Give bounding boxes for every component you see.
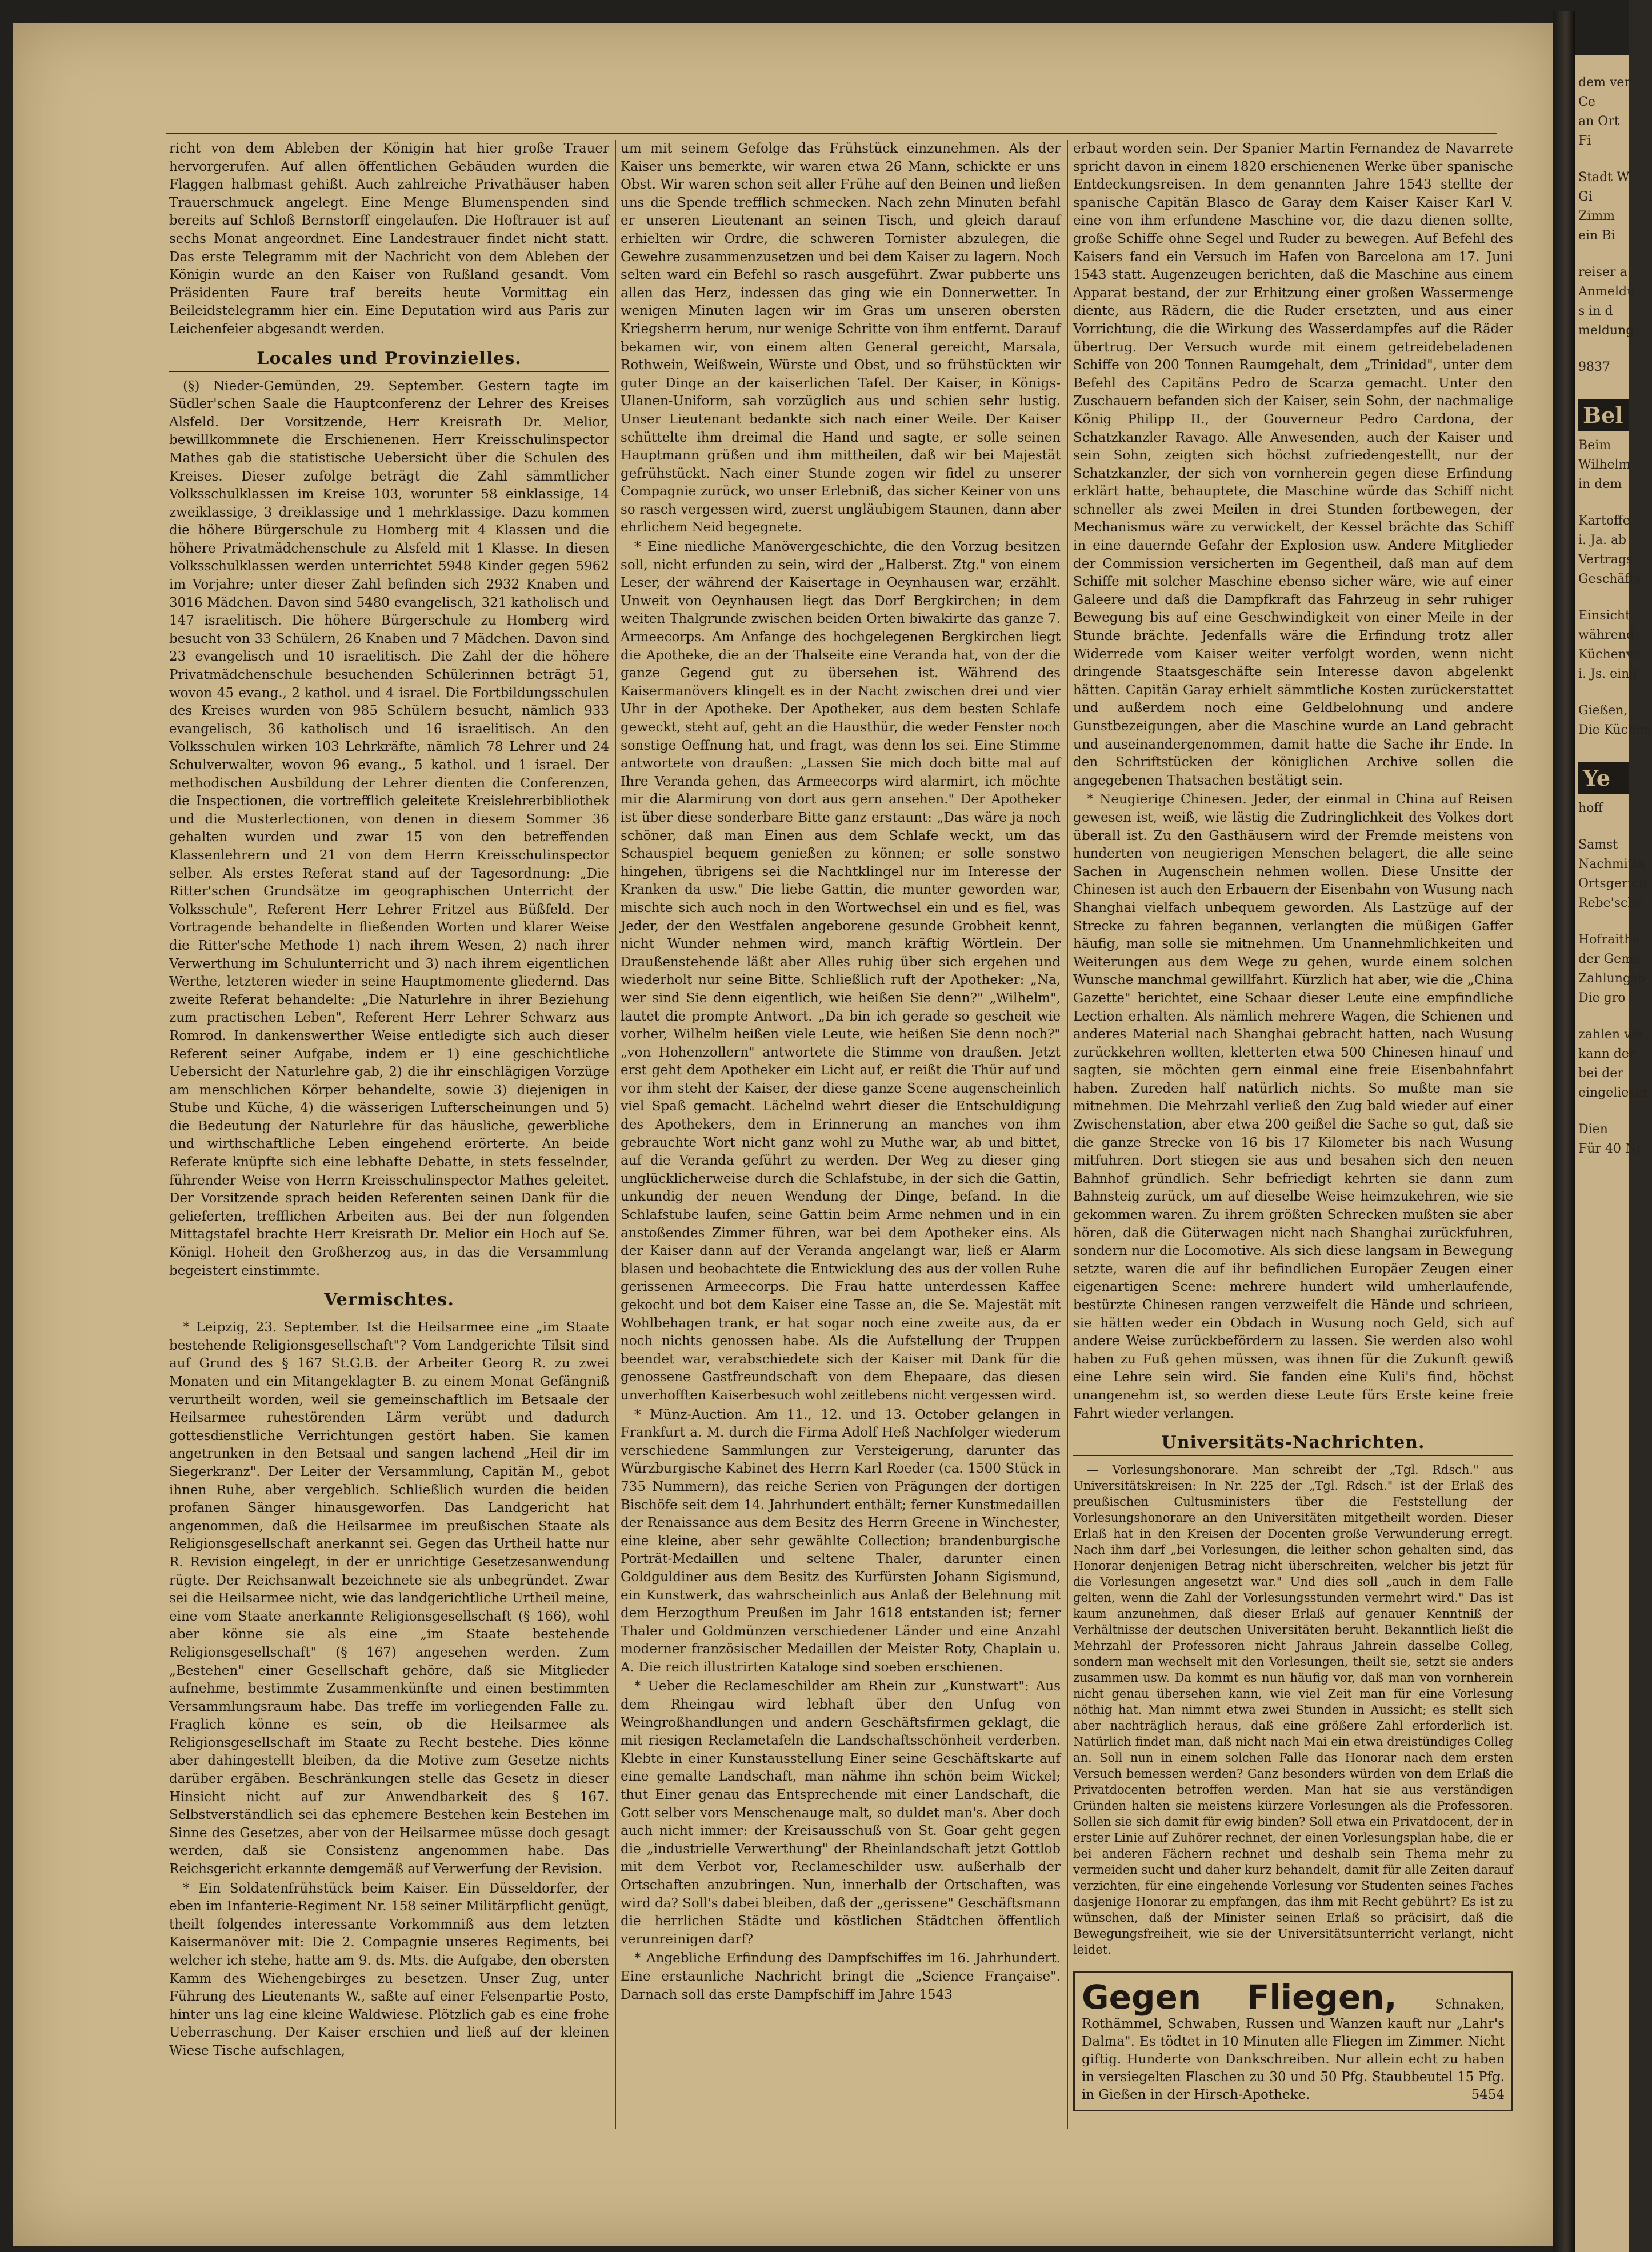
adjacent-page-line: in dem bbox=[1578, 477, 1622, 491]
article-text: * Neugierige Chinesen. Jeder, der einmal in China auf Reisen gewesen ist, weiß, wie lästig die Zudringlichkeit des Volkes dort überall ist. Zu den Gasthäusern wird der Fremde meistens von hunderten von neugierigen Menschen belagert, die alle seine Sachen in Augenschein nehmen wollen. Diese Unsitte der Chinesen ist auch den Erbauern der Eisenbahn von Wusung nach Shanghai vielfach unbequem geworden. Als Lastzüge auf der Strecke zu fahren begannen, verlangten die müßigen Gaffer häufig, man solle sie mitnehmen. Um Unannehmlichkeiten und Weiterungen aus dem Wege zu gehen, wurde einem solchen Wunsche manchmal gewillfahrt. Kürzlich hat aber, wie die „China Gazette" berichtet, eine Schaar dieser Leute eine empfindliche Lection erhalten. Als nämlich mehrere Wagen, die Schienen und anderes Material nach Shanghai gebracht hatten, nach Wusung zurückkehren wollten, kletterten etwa 500 Chinesen hinauf und sagten, sie möchten gern einmal eine freie Eisenbahnfahrt haben. Zureden half natürlich nichts. So mußte man sie mitnehmen. Die Mehrzahl verließ den Zug bald wieder auf einer Zwischenstation, aber etwa 200 geißel die Sache so gut, daß sie die ganze Strecke von 16 bis 17 Kilometer bis nach Wusung mitfuhren. Dort stiegen sie aus und besahen sich den neuen Bahnhof gründlich. Sehr befriedigt kehrten sie dann zum Bahnsteig zurück, um auf dieselbe Weise heimzukehren, wie sie gekommen waren. Zu ihrem größten Schrecken mußten sie aber hören, daß die Güterwagen nicht nach Shanghai zurückfuhren, sondern nur die Locomotive. Als sich diese langsam in Bewegung setzte, waren die auf ihr befindlichen Europäer Zeugen einer eigenartigen Scene: mehrere hundert wild umherlaufende, bestürzte Chinesen rangen verzweifelt die Hände und schrieen, sie hätten weder ein Obdach in Wusung noch Geld, sich auf andere Weise zurückbefördern zu lassen. Sie werden also wohl haben zu Fuß gehen müssen, was ihnen für die Zukunft gewiß eine Lehre sein wird. Sie fanden eine Kuli's find, höchst unangenehm ist, so werden diese Leute fürs Erste keine freie Fahrt wieder verlangen. bbox=[1073, 792, 1513, 1421]
article-text: * Ein Soldatenfrühstück beim Kaiser. Ein Düsseldorfer, der eben im Infanterie-Regiment Nr. 158 seiner Militärpflicht genügt, theilt folgendes interessante Vorkommniß aus dem letzten Kaisermanöver mit: Die 2. Compagnie unseres Regiments, bei welcher ich stehe, hatte am 9. ds. Mts. die Aufgabe, den obersten Kamm des Wiehengebirges zu besetzen. Unser Zug, unter Führung des Lieutenants W., saßte auf einer Felsenpartie Posto, hinter uns lag eine kleine Waldwiese. Plötzlich gab es eine frohe Ueberraschung. Der Kaiser erschien und ließ auf der kleinen Wiese Tische aufschlagen, bbox=[169, 1881, 609, 2058]
article-text: * Leipzig, 23. September. Ist die Heilsarmee eine „im Staate bestehende Religionsgesellschaft"? Vom Landgerichte Tilsit sind auf Grund des § 167 St.G.B. der Arbeiter Georg R. zu zwei Monaten und ein Mitangeklagter B. zu einem Monat Gefängniß verurtheilt worden, weil sie gemeinschaftlich im Betsaale der Heilsarmee ruhestörenden Lärm verübt und dadurch gottesdienstliche Verrichtungen gestört haben. Sie kamen angetrunken in den Betsaal und sangen lachend „Heil dir im Siegerkranz". Der Leiter der Versammlung, Capitän M., gebot ihnen Ruhe, aber vergeblich. Schließlich wurden die beiden profanen Sänger hinausgeworfen. Das Landgericht hat angenommen, daß die Heilsarmee im preußischen Staate als Religionsgesellschaft anerkannt sei. Gegen das Urtheil hatte nur R. Revision eingelegt, in der er unrichtige Gesetzesanwendung rügte. Der Reichsanwalt bezeichnete sie als unbegründet. Zwar sei die Heilsarmee nicht, wie das landgerichtliche Urtheil meine, eine vom Staate anerkannte Religionsgesellschaft (§ 166), wohl aber könne sie als eine „im Staate bestehende Religionsgesellschaft" (§ 167) angesehen werden. Zum „Bestehen" einer Gesellschaft gehöre, daß sie Mitglieder aufnehme, bestimmte Zusammenkünfte und einen bestimmten Versammlungsraum habe. Das treffe im vorliegenden Falle zu. Fraglich könne es sein, ob die Heilsarmee als Religionsgesellschaft im Staate zu Recht bestehe. Dies könne aber dahingestellt bleiben, da die Motive zum Gesetze nichts darüber ergäben. Beschränkungen stelle das Gesetz in dieser Hinsicht nicht auf zur Anwendbarkeit des § 167. Selbstverständlich sei das ephemere Bestehen kein Bestehen im Sinne des Gesetzes, aber von der Heilsarmee müsse doch gesagt werden, daß sie Consistenz angenommen habe. Das Reichsgericht erkannte demgemäß auf Verwerfung der Revision. bbox=[169, 1320, 609, 1877]
article-text: * Eine niedliche Manövergeschichte, die den Vorzug besitzen soll, nicht erfunden zu sein, wird der „Halberst. Ztg." von einem Leser, der während der Kaisertage in Oeynhausen war, erzählt. Unweit von Oeynhausen liegt das Dorf Bergkirchen; in dem weiten Thalgrunde zwischen beiden Orten biwakirte das ganze 7. Armeecorps. Am Anfange des hochgelegenen Bergkirchen liegt die Apotheke, die an der Thalseite eine Veranda hat, von der die ganze Gegend gut zu übersehen ist. Während des Kaisermanövers klingelt es in der Nacht zwischen drei und vier Uhr in der Apotheke. Der Apotheker, aus dem besten Schlafe geweckt, steht auf, geht an die Hausthür, die weder Fenster noch sonstige Oeffnung hat, und fragt, was denn los sei. Eine Stimme antwortete von draußen: „Lassen Sie mich doch bitte mal auf Ihre Veranda gehen, das Armeecorps wird alarmirt, ich möchte mir die Alarmirung von dort aus gern ansehen." Der Apotheker ist über diese sonderbare Bitte ganz erstaunt: „Das wäre ja noch schöner, daß man Einen aus dem Schlafe weckt, um das Schauspiel bequem genießen zu können; er solle sonstwo hingehen, übrigens sei die Nachtklingel nur im Interesse der Kranken da usw." Die liebe Gattin, die munter geworden war, mischte sich auch noch in den Wortwechsel ein und es fiel, was Jeder, der den Westfalen angeborene gesunde Grobheit kennt, nicht Wunder nehmen wird, manch kräftig Wörtlein. Der Draußenstehende läßt aber Alles ruhig über sich ergehen und wiederholt nur seine Bitte. Schließlich ruft der Apotheker: „Na, wer sind Sie denn eigentlich, wie heißen Sie denn?" „Wilhelm", lautet die prompte Antwort. „Da bin ich gerade so gescheit wie vorher, Wilhelm heißen viele Leute, wie heißen Sie denn noch?" „von Hohenzollern" antwortete die Stimme von draußen. Jetzt erst geht dem Apotheker ein Licht auf, er reißt die Thür auf und vor ihm steht der Kaiser, der diese ganze Scene augenscheinlich viel Spaß gemacht. Lächelnd wehrt dieser die Entschuldigung des Apothekers, dem in Erinnerung an manches von ihm gebrauchte Wort nicht ganz wohl zu Muthe war, ab und bittet, auf die Veranda geführt zu werden. Der Weg zu dieser ging unglücklicherweise durch die Schlafstube, in der sich die Gattin, unkundig der neuen Wendung der Dinge, befand. In die Schlafstube laufen, seine Gattin beim Arme nehmen und in ein anstoßendes Zimmer führen, war bei dem Apotheker eins. Als der Kaiser dann auf der Veranda angelangt war, ließ er Alarm blasen und beobachtete die Entwicklung des aus der vollen Ruhe gerissenen Armeecorps. Die Frau hatte unterdessen Kaffee gekocht und bot dem Kaiser eine Tasse an, die Se. Majestät mit Wohlbehagen trank, er hat sogar noch eine zweite aus, da er noch nichts genossen habe. Als die Aufstellung der Truppen beendet war, verabschiedete sich der Kaiser mit Dank für die genossene Gastfreundschaft von dem Ehepaare, das diesen unverhofften Kaiserbesuch wohl zeitlebens nicht vergessen wird. bbox=[621, 539, 1061, 1403]
article-text: * Münz-Auction. Am 11., 12. und 13. October gelangen in Frankfurt a. M. durch die Firma Adolf Heß Nachfolger wiederum verschiedene Sammlungen zur Versteigerung, darunter das Würzburgische Kabinet des Herrn Karl Roeder (ca. 1500 Stück in 735 Nummern), das reiche Serien von Prägungen der dortigen Bischöfe seit dem 14. Jahrhundert enthält; ferner Kunstmedaillen der Renaissance aus dem Besitz des Herrn Greene in Winchester, eine kleine, aber sehr gewählte Collection; brandenburgische Porträt-Medaillen und seltene Thaler, darunter einen Goldguldiner aus dem Besitz des Kurfürsten Johann Sigismund, ein Kunstwerk, das wahrscheinlich aus Anlaß der Belehnung mit dem Herzogthum Preußen im Jahr 1618 entstanden ist; ferner Thaler und Goldmünzen verschiedener Länder und eine Anzahl moderner französischer Medaillen der Meister Roty, Chaplain u. A. Die reich illustrirten Kataloge sind soeben erschienen. bbox=[621, 1407, 1061, 1675]
adjacent-page-heading-block: Ye bbox=[1578, 762, 1629, 794]
adjacent-page-line: Kartoffe bbox=[1578, 514, 1630, 528]
article-text: * Angebliche Erfindung des Dampfschiffes im 16. Jahrhundert. Eine erstaunliche Nachricht bringt die „Science Française". Darnach soll das erste Dampfschiff im Jahre 1543 bbox=[621, 1951, 1061, 2002]
adjacent-page-line: Gi bbox=[1578, 190, 1593, 204]
column-rule-2 bbox=[1067, 140, 1068, 2129]
adjacent-page-line: Die Küchen bbox=[1578, 723, 1652, 737]
adjacent-page-line: Gießen, bbox=[1578, 703, 1628, 718]
article-text: * Ueber die Reclameschilder am Rhein zur „Kunstwart": Aus dem Rheingau wird lebhaft über den Unfug von Weingroßhandlungen und andern Geschäftsfirmen geklagt, die mit riesigen Reclametafeln die Landschaftsschönheit verderben. Klebte in einer Kunstausstellung Einer seine Geschäftskarte auf eine gemalte Landschaft, man nähme ihn schön beim Wickel; thut Einer genau das Entsprechende mit einer Landschaft, die Gott selber vors Menschenauge malt, so duldet man's. Aber doch auch nicht immer: der Kreisausschuß von St. Goar geht gegen die „industrielle Verwerthung" der Rheinlandschaft jetzt Gottlob mit dem Verbot vor, Reclameschilder usw. außerhalb der Ortschaften anzubringen. Nun, innerhalb der Ortschaften, was wird da? Soll's dabei bleiben, daß der „gerissene" Geschäftsmann die herrlichen Städte und köstlichen Städtchen öffentlich verunreinigen darf? bbox=[621, 1679, 1061, 1947]
book-gutter bbox=[1553, 11, 1575, 2252]
adjacent-page-line: kann der bbox=[1578, 1047, 1635, 1061]
adjacent-page-line: Küchenve bbox=[1578, 647, 1641, 662]
adjacent-page-text bbox=[1575, 74, 1652, 1158]
article-text: richt von dem Ableben der Königin hat hier große Trauer hervorgerufen. Auf allen öffentlichen Gebäuden wurden die Flaggen halbmast gehißt. Auch zahlreiche Privathäuser haben Trauerschmuck angelegt. Eine Menge Blumenspenden sind bereits auf Schloß Bernstorff eingelaufen. Die Hoftrauer ist auf sechs Monat angeordnet. Eine Landestrauer findet nicht statt. Das erste Telegramm mit der Nachricht von dem Ableben der Königin wurde an den Kaiser von Rußland gesandt. Vom Präsidenten Faure traf bereits heute Vormittag ein Beileidstelegramm hier ein. Eine Deputation wird aus Paris zur Leichenfeier abgesandt werden. bbox=[169, 141, 609, 337]
adjacent-page-line: ein Bi bbox=[1578, 229, 1615, 243]
adjacent-page-line: Vertrags bbox=[1578, 553, 1633, 567]
advertisement bbox=[1073, 1971, 1513, 2111]
column-3 bbox=[1073, 140, 1513, 2111]
adjacent-page-line: s in d bbox=[1578, 304, 1613, 318]
adjacent-page-line: Zahlungsb bbox=[1578, 971, 1646, 986]
adjacent-page-fragment bbox=[1575, 55, 1652, 2252]
adjacent-page-line: Hofraithe bbox=[1578, 933, 1640, 947]
adjacent-page-line: Für 40 Nr. bbox=[1578, 1142, 1645, 1156]
adjacent-page-line: Wilhelm bbox=[1578, 458, 1631, 472]
adjacent-page-line: dem ver bbox=[1578, 75, 1630, 90]
adjacent-page-line: Einsicht bbox=[1578, 609, 1630, 623]
adjacent-page-line: bei der bbox=[1578, 1066, 1623, 1081]
adjacent-page-line: Ce bbox=[1578, 95, 1595, 109]
adjacent-page-line: hoff bbox=[1578, 801, 1603, 815]
column-1 bbox=[169, 140, 609, 2062]
ad-text: Schnaken, Rothämmel, Schwaben, Russen und Wanzen kauft nur „Lahr's Dalma". Es tödtet in 10 Minuten alle Fliegen im Zimmer. Nicht giftig. Hunderte von Dankschreiben. Nur allein echt zu haben in versiegelten Flaschen zu 30 und 50 Pfg. Staubbeutel 15 Pfg. in Gießen in der Hirsch-Apotheke. bbox=[1082, 1997, 1505, 2103]
adjacent-page-line: Samst bbox=[1578, 838, 1618, 852]
adjacent-page-line: Geschäfts bbox=[1578, 572, 1641, 586]
article-text: — Vorlesungshonorare. Man schreibt der „Tgl. Rdsch." aus Universitätskreisen: In Nr. 225 der „Tgl. Rdsch." ist der Erlaß des preußischen Cultusministers über die Feststellung der Vorlesungshonorare an den Universitäten mitgetheilt worden. Dieser Erlaß hat in den Kreisen der Docenten große Verwunderung erregt. Nach ihm darf „bei Vorlesungen, die leither schon gehalten sind, das Honorar denjenigen Betrag nicht überschreiten, welcher bis jetzt für die Vorlesungen angesetzt war." Und dies soll „auch in dem Falle gelten, wenn die Zahl der Vorlesungsstunden vermehrt wird." Das ist kaum anzunehmen, daß dieser Erlaß auf genauer Kenntniß der Verhältnisse der deutschen Universitäten beruht. Bekanntlich ließt die Mehrzahl der Professoren nicht Jahraus Jahrein dasselbe Colleg, sondern man wechselt mit den Vorlesungen, theilt sie, setzt sie anders zusammen usw. Da kommt es nun häufig vor, daß man von vornherein nicht genau übersehen kann, wie viel Zeit man für eine Vorlesung nöthig hat. Man nimmt etwa zwei Stunden in Aussicht; es stellt sich aber nachträglich heraus, daß eine größere Zahl erforderlich ist. Natürlich findet man, daß nicht nach Mai ein etwa dreistündiges Colleg an. Soll nun in einem solchen Falle das Honorar nach dem ersten Versuch bemessen werden? Ganz besonders würden von dem Erlaß die Privatdocenten betroffen werden. Man hat sie aus verständigen Gründen halten sie meistens kürzere Vorlesungen als die Professoren. Sollen sie sich damit für ewig binden? Soll etwa ein Privatdocent, der in erster Linie auf Zuhörer rechnet, der einen Vorlesungsplan habe, die er bei anderen Fächern rechnet und deshalb sein Thema mehr zu vermeiden sucht und daher kurz behandelt, damit für alle Zeiten darauf verzichten, für eine eingehende Vorlesung vor Studenten seines Faches dasjenige Honorar zu empfangen, das ihm mit Recht gebührt? Es ist zu wünschen, daß der Minister seinen Erlaß so präcisirt, daß die Bewegungsfreiheit, wie sie der Universitätsunterricht verlangt, nicht leidet. bbox=[1073, 1463, 1513, 1957]
article-text: erbaut worden sein. Der Spanier Martin Fernandez de Navarrete spricht davon in einem 1820 erschienenen Werke über spanische Entdeckungsreisen. In dem genannten Jahre 1543 stellte der spanische Capitän Blasco de Garay dem Kaiser Kaiser Karl V. eine von ihm erfundene Maschine vor, die dazu dienen sollte, große Schiffe ohne Segel und Ruder zu bewegen. Auf Befehl des Kaisers fand ein Versuch im Hafen von Barcelona am 17. Juni 1543 statt. Augenzeugen berichten, daß die Maschine aus einem Apparat bestand, der zur Erhitzung einer großen Wassermenge diente, aus Rädern, die die Ruder ersetzten, und aus einer Vorrichtung, die die Wirkung des Wasserdampfes auf die Räder übertrug. Der Versuch wurde mit einem getreidebeladenen Schiffe von 200 Tonnen Raumgehalt, dem „Trinidad", unter dem Befehl des Capitäns Pedro de Scarza gemacht. Unter den Zuschauern befanden sich der Kaiser, sein Sohn, der nachmalige König Philipp II., der Gouverneur Pedro Cardona, der Schatzkanzler Ravago. Alle Anwesenden, auch der Kaiser und sein Sohn, zeigten sich höchst zufriedengestellt, nur der Schatzkanzler, der sich von vornherein gegen diese Erfindung erklärt hatte, behauptete, die Maschine würde das Schiff nicht schneller als zwei Meilen in drei Stunden fortbewegen, der Mechanismus wäre zu verwickelt, der Kessel brächte das Schiff in eine dauernde Gefahr der Explosion usw. Andere Mitglieder der Commission versicherten im Gegentheil, daß man auf dem Schiffe mit solcher Maschine ebenso sicher wäre, wie auf einer Galeere und daß die Dampfkraft das Fahrzeug in sehr ruhiger Bewegung bis auf eine Geschwindigkeit von einer Meile in der Stunde brächte. Jedenfalls wäre die Erfindung trotz aller Widerrede vom Kaiser weiter verfolgt worden, wenn nicht dringende Staatsgeschäfte sein Interesse davon abgelenkt hätten. Capitän Garay erhielt sämmtliche Kosten zurückerstattet und außerdem noch eine Geldbelohnung und andere Gunstbezeigungen, aber die Maschine wurde an Land gebracht und auseinandergenommen, damit hatte die Sache ihr Ende. In den Schriftstücken der königlichen Archive sollen die angegebenen Thatsachen bestätigt sein. bbox=[1073, 141, 1513, 788]
adjacent-page-line: reiser a bbox=[1578, 265, 1627, 279]
adjacent-page-line: Rebe'sche bbox=[1578, 896, 1643, 910]
adjacent-page-line: Anmeldu bbox=[1578, 285, 1635, 299]
section-heading-local: Locales und Provinzielles. bbox=[169, 345, 609, 373]
column-2 bbox=[621, 140, 1061, 2005]
adjacent-page-line: Nachmitta bbox=[1578, 857, 1646, 871]
adjacent-page-line: an Ort bbox=[1578, 114, 1619, 129]
adjacent-page-line: während bbox=[1578, 628, 1634, 642]
adjacent-page-line: Zimm bbox=[1578, 209, 1615, 223]
section-heading-university: Universitäts-Nachrichten. bbox=[1073, 1429, 1513, 1457]
adjacent-page-line: Die gro bbox=[1578, 991, 1626, 1005]
column-rule-1 bbox=[615, 140, 616, 2129]
adjacent-page-line: meldung bbox=[1578, 323, 1634, 338]
article-text: um mit seinem Gefolge das Frühstück einzunehmen. Als der Kaiser uns bemerkte, wir waren etwa 26 Mann, schickte er uns Obst. Wir waren schon seit aller Frühe auf den Beinen und ließen uns die Spende trefflich schmecken. Nach zehn Minuten befahl er unseren Lieutenant an seinen Tisch, und gleich darauf erhielten wir Ordre, die schweren Tornister abzulegen, die Gewehre zusammenzusetzen und bei dem Kaiser zu lagern. Noch selten ward ein Befehl so rasch ausgeführt. Zwar pubberte uns allen das Herz, indessen das ging wie ein Donnerwetter. In wenigen Minuten lagen wir im Gras um unseren obersten Kriegsherrn herum, nur wenige Schritte von ihm entfernt. Darauf bekamen wir, von einem alten General gereicht, Marsala, Rothwein, Weißwein, Würste und Obst, und so frühstückten wir guter Dinge an der kaiserlichen Tafel. Der Kaiser, in Königs-Ulanen-Uniform, sah vorzüglich aus und schien sehr lustig. Unser Lieutenant bedankte sich nach einer Weile. Der Kaiser schüttelte ihm dreimal die Hand und sagte, er solle seinen Hauptmann grüßen und ihm mittheilen, daß wir bei Majestät gefrühstückt. Nach einer Stunde zogen wir fidel zu unserer Compagnie zurück, wo unser Erlebniß, das sicher Keiner von uns so rasch vergessen wird, zuerst ungläubigem Staunen, dann aber ehrlichem Neid begegnete. bbox=[621, 141, 1061, 535]
ad-number: 5454 bbox=[1471, 2087, 1505, 2103]
ad-headline: Gegen Fliegen, bbox=[1082, 1978, 1397, 2017]
adjacent-page-line: eingelieser bbox=[1578, 1086, 1649, 1100]
adjacent-page-line: Dien bbox=[1578, 1122, 1608, 1137]
adjacent-page-line: Ortsgerich bbox=[1578, 877, 1647, 891]
adjacent-page-line: 9837 bbox=[1578, 360, 1610, 374]
adjacent-page-heading-block: Bel bbox=[1578, 399, 1629, 431]
adjacent-page-line: der Geme bbox=[1578, 952, 1641, 966]
adjacent-page-line: Beim bbox=[1578, 438, 1611, 453]
top-rule bbox=[166, 133, 1497, 134]
article-text: (§) Nieder-Gemünden, 29. September. Gestern tagte im Südler'schen Saale die Hauptconferenz der Lehrer des Kreises Alsfeld. Der Vorsitzende, Herr Kreisrath Dr. Melior, bewillkommnete die Erschienenen. Herr Kreisschulinspector Mathes gab die statistische Uebersicht über die Schulen des Kreises. Dieser zufolge beträgt die Zahl sämmtlicher Volksschulklassen im Kreise 103, worunter 58 einklassige, 14 zweiklassige, 3 dreiklassige und 1 mehrklassige. Dazu kommen die höhere Bürgerschule zu Homberg mit 4 Klassen und die höhere Privatmädchenschule zu Alsfeld mit 1 Klasse. In diesen Volksschulklassen werden unterrichtet 5948 Kinder gegen 5962 im Vorjahre; unter dieser Zahl befinden sich 2932 Knaben und 3016 Mädchen. Davon sind 5480 evangelisch, 321 katholisch und 147 israelitisch. Die höhere Bürgerschule zu Homberg wird besucht von 33 Schülern, 26 Knaben und 7 Mädchen. Davon sind 23 evangelisch und 10 israelitisch. Die Zahl der die höhere Privatmädchenschule besuchenden Schülerinnen beträgt 51, wovon 45 evang., 2 kathol. und 4 israel. Die Fortbildungsschulen des Kreises wurden von 985 Schülern besucht, nämlich 933 evangelisch, 36 katholisch und 16 israelitisch. An den Volksschulen wirken 103 Lehrkräfte, nämlich 78 Lehrer und 24 Schulverwalter, wovon 96 evang., 5 kathol. und 1 israel. Der methodischen Ausbildung der Lehrer dienten die Conferenzen, die Inspectionen, die vortrefflich geleitete Kreislehrerbibliothek und die Musterlectionen, von denen in diesem Sommer 36 gehalten wurden und zwar 15 von den betreffenden Klassenlehrern und 21 von dem Herrn Kreisschulinspector selber. Als erstes Referat stand auf der Tagesordnung: „Die Ritter'schen Grundsätze im geographischen Unterricht der Volksschule", Referent Herr Lehrer Fritzel aus Büßfeld. Der Vortragende behandelte in fließenden Worten und klarer Weise die Ritter'sche Methode 1) nach ihrem Wesen, 2) nach ihrer Verwerthung im Schulunterricht und 3) nach ihrem eigentlichen Werthe, letzteren wieder in seine Hauptmomente gliedernd. Das zweite Referat behandelte: „Die Naturlehre in ihrer Beziehung zum practischen Leben", Referent Herr Lehrer Schwarz aus Romrod. In dankenswerther Weise entledigte sich auch dieser Referent seiner Aufgabe, indem er 1) eine geschichtliche Uebersicht der Naturlehre gab, 2) die ihr einschlägigen Vorzüge am menschlichen Körper behandelte, sowie 3) diejenigen in Stube und Küche, 4) die wässerigen Lufterscheinungen und 5) die Bedeutung der Naturlehre für das häusliche, gewerbliche und wirthschaftliche Leben eingehend erörterte. An beide Referate knüpfte sich eine lebhafte Debatte, in stets fesselnder, führender Weise von Herrn Kreisschulinspector Mathes geleitet. Der Vorsitzende sprach beiden Referenten seinen Dank für die gelieferten, trefflichen Arbeiten aus. Bei der nun folgenden Mittagstafel brachte Herr Kreisrath Dr. Melior ein Hoch auf Se. Königl. Hoheit den Großherzog aus, in das die Versammlung begeistert einstimmte. bbox=[169, 378, 609, 1278]
adjacent-page-line: zahlen we bbox=[1578, 1027, 1642, 1042]
section-heading-misc: Vermischtes. bbox=[169, 1286, 609, 1314]
adjacent-page-line: i. Ja. ab bbox=[1578, 533, 1627, 547]
adjacent-page-line: Fi bbox=[1578, 134, 1591, 148]
adjacent-page-line: Stadt W bbox=[1578, 170, 1630, 185]
adjacent-page-line: i. Js. eing bbox=[1578, 667, 1638, 681]
